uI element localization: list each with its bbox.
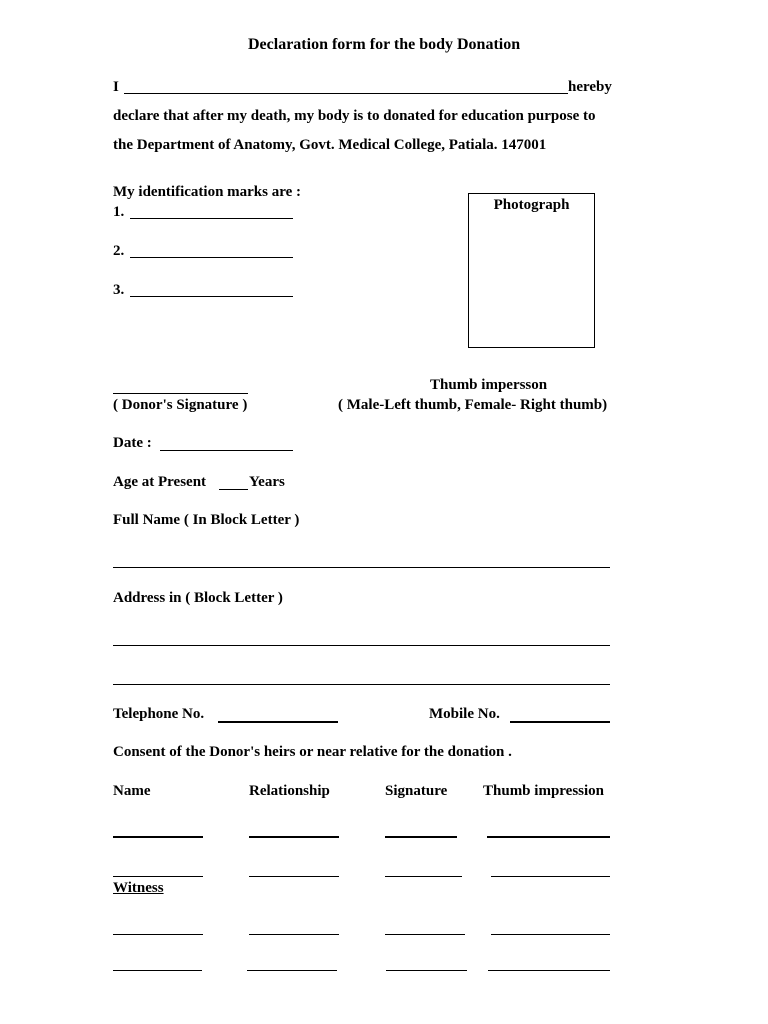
- mobile-field[interactable]: [510, 721, 610, 723]
- witness-row-2-name-field[interactable]: [113, 970, 202, 971]
- consent-column-thumb-impression: Thumb impression: [483, 783, 605, 799]
- address-label: Address in ( Block Letter ): [113, 590, 283, 606]
- witness-label: Witness: [113, 880, 164, 896]
- address-line-1-field[interactable]: [113, 645, 610, 646]
- identification-heading: My identification marks are :: [113, 184, 302, 200]
- consent-row-1-relationship-field[interactable]: [249, 836, 339, 838]
- consent-row-1-signature-field[interactable]: [385, 836, 457, 838]
- thumb-impression-note: ( Male-Left thumb, Female- Right thumb): [338, 397, 608, 413]
- consent-column-signature: Signature: [385, 783, 448, 799]
- full-name-field[interactable]: [113, 567, 610, 568]
- date-field[interactable]: [160, 450, 293, 451]
- thumb-impression-label: Thumb impersson: [430, 377, 548, 393]
- consent-row-2-thumb-field[interactable]: [491, 876, 610, 877]
- witness-row-1-thumb-field[interactable]: [491, 934, 610, 935]
- age-field[interactable]: [219, 489, 248, 490]
- witness-row-1-relationship-field[interactable]: [249, 934, 339, 935]
- consent-row-1-thumb-field[interactable]: [487, 836, 610, 838]
- consent-row-1-name-field[interactable]: [113, 836, 203, 838]
- form-title: Declaration form for the body Donation: [248, 36, 521, 53]
- witness-row-2-signature-field[interactable]: [386, 970, 467, 971]
- photograph-label: Photograph: [493, 197, 570, 213]
- telephone-field[interactable]: [218, 721, 338, 723]
- identification-item-2-label: 2.: [113, 243, 125, 259]
- consent-row-2-name-field[interactable]: [113, 876, 203, 877]
- identification-item-3-field[interactable]: [130, 296, 293, 297]
- consent-row-2-relationship-field[interactable]: [249, 876, 339, 877]
- consent-row-2-signature-field[interactable]: [385, 876, 462, 877]
- declaration-line-3: the Department of Anatomy, Govt. Medical College, Patiala. 147001: [113, 137, 547, 153]
- identification-item-1-field[interactable]: [130, 218, 293, 219]
- full-name-label: Full Name ( In Block Letter ): [113, 512, 300, 528]
- donor-signature-label: ( Donor's Signature ): [113, 397, 248, 413]
- photograph-box[interactable]: [468, 193, 595, 348]
- consent-heading: Consent of the Donor's heirs or near relative for the donation .: [113, 744, 512, 760]
- witness-row-1-signature-field[interactable]: [385, 934, 465, 935]
- telephone-label: Telephone No.: [113, 706, 205, 722]
- identification-item-1-label: 1.: [113, 204, 125, 220]
- consent-column-name: Name: [113, 783, 151, 799]
- declaration-line-2: declare that after my death, my body is to donated for education purpose to: [113, 108, 596, 124]
- age-years-label: Years: [249, 474, 285, 490]
- witness-row-2-relationship-field[interactable]: [247, 970, 337, 971]
- date-label: Date :: [113, 435, 152, 451]
- address-line-2-field[interactable]: [113, 684, 610, 685]
- witness-row-2-thumb-field[interactable]: [488, 970, 610, 971]
- identification-item-2-field[interactable]: [130, 257, 293, 258]
- declaration-hereby: hereby: [568, 79, 612, 95]
- declarant-name-field[interactable]: [124, 93, 568, 94]
- consent-column-relationship: Relationship: [249, 783, 330, 799]
- declaration-prefix: I: [113, 79, 119, 95]
- witness-row-1-name-field[interactable]: [113, 934, 203, 935]
- donor-signature-field[interactable]: [113, 393, 248, 394]
- identification-item-3-label: 3.: [113, 282, 125, 298]
- mobile-label: Mobile No.: [429, 706, 500, 722]
- age-label: Age at Present: [113, 474, 207, 490]
